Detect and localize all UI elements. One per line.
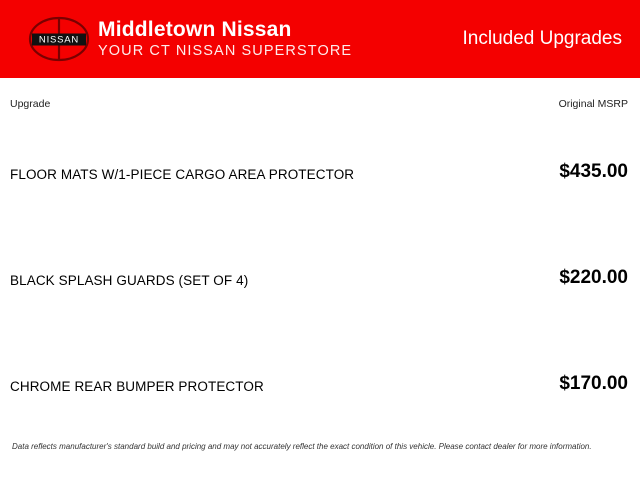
upgrades-list: [0, 118, 640, 436]
nissan-logo-icon: [28, 8, 90, 70]
disclaimer-text: Data reflects manufacturer's standard build and pricing and may not accurately reflect the exact condition of this vehicle. Please contact dealer for more information.: [12, 442, 592, 451]
dealer-name: Middletown Nissan: [98, 18, 292, 41]
svg-text:NISSAN: NISSAN: [38, 34, 80, 46]
upgrade-name: FLOOR MATS W/1-PIECE CARGO AREA PROTECTOR: [10, 167, 355, 182]
dealer-branding: [0, 8, 352, 70]
upgrade-name: CHROME REAR BUMPER PROTECTOR: [10, 379, 264, 394]
table-row: [0, 118, 640, 224]
dealer-tagline: YOUR CT NISSAN SUPERSTORE: [98, 43, 353, 59]
upgrade-price: $435.00: [559, 161, 628, 182]
column-header-upgrade: Upgrade: [10, 98, 51, 110]
table-row: [0, 224, 640, 330]
upgrade-name: BLACK SPLASH GUARDS (SET OF 4): [10, 273, 249, 288]
upgrade-price: $170.00: [559, 373, 628, 394]
column-header-msrp: Original MSRP: [558, 98, 628, 110]
table-row: [0, 330, 640, 436]
upgrade-price: $220.00: [559, 267, 628, 288]
dealer-text-block: [98, 18, 352, 60]
page-header: [0, 0, 640, 78]
footer: [0, 441, 640, 452]
page-title: Included Upgrades: [462, 28, 622, 49]
table-column-headers: [0, 78, 640, 118]
